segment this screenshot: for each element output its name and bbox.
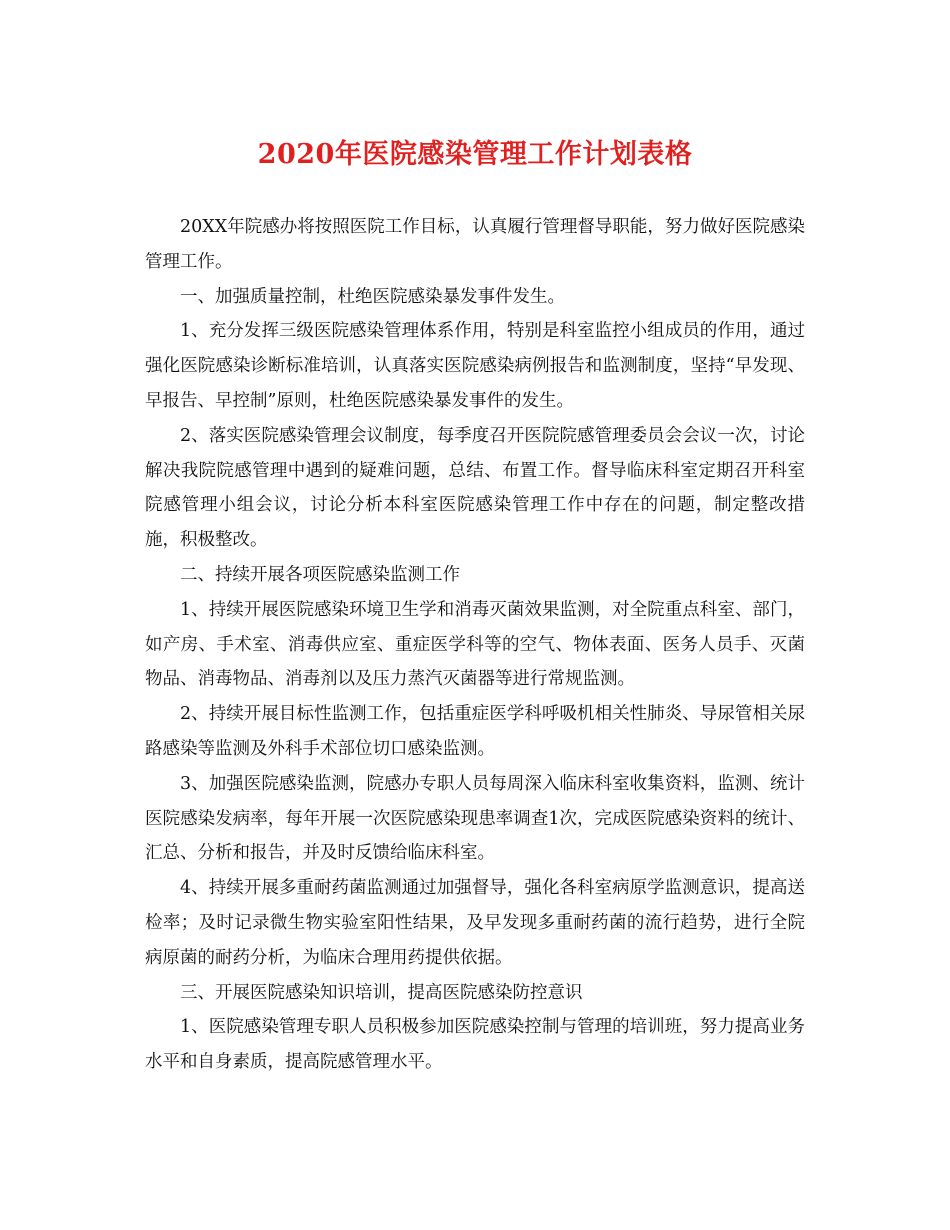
paragraph-2-1: 1、持续开展医院感染环境卫生学和消毒灭菌效果监测，对全院重点科室、部门，如产房、手术室、消毒供应室、重症医学科等的空气、物体表面、医务人员手、灭菌物品、消毒物品、消毒剂以及压力蒸汽灭菌器等进行常规监测。 bbox=[145, 599, 805, 690]
section-heading-3: 三、开展医院感染知识培训，提高医院感染防控意识 bbox=[180, 982, 583, 1003]
paragraph-1-1: 1、充分发挥三级医院感染管理体系作用，特别是科室监控小组成员的作用，通过强化医院感染诊断标准培训，认真落实医院感染病例报告和监测制度，坚持“早发现、早报告、早控制”原则，杜绝医院感染暴发事件的发生。 bbox=[145, 321, 805, 411]
paragraph-2-4: 4、持续开展多重耐药菌监测通过加强督导，强化各科室病原学监测意识，提高送检率；及时记录微生物实验室阳性结果，及早发现多重耐药菌的流行趋势，进行全院病原菌的耐药分析，为临床合理用药提供依据。 bbox=[145, 878, 805, 968]
section-heading-2: 二、持续开展各项医院感染监测工作 bbox=[180, 564, 460, 585]
document-body bbox=[145, 210, 805, 1080]
section-heading-1: 一、加强质量控制，杜绝医院感染暴发事件发生。 bbox=[180, 286, 565, 307]
paragraph-2-2: 2、持续开展目标性监测工作，包括重症医学科呼吸机相关性肺炎、导尿管相关尿路感染等监测及外科手术部位切口感染监测。 bbox=[145, 704, 805, 759]
paragraph-1-2: 2、落实医院感染管理会议制度，每季度召开医院院感管理委员会会议一次，讨论解决我院院感管理中遇到的疑难问题，总结、布置工作。督导临床科室定期召开科室院感管理小组会议，讨论分析本科室医院感染管理工作中存在的问题，制定整改措施，积极整改。 bbox=[145, 425, 805, 551]
paragraph-3-1: 1、医院感染管理专职人员积极参加医院感染控制与管理的培训班，努力提高业务水平和自身素质，提高院感管理水平。 bbox=[145, 1017, 805, 1073]
document-title: 2020年医院感染管理工作计划表格 bbox=[257, 139, 693, 170]
paragraph-2-3: 3、加强医院感染监测，院感办专职人员每周深入临床科室收集资料，监测、统计医院感染发病率，每年开展一次医院感染现患率调查1次，完成医院感染资料的统计、汇总、分析和报告，并及时反馈给临床科室。 bbox=[145, 773, 805, 864]
intro-paragraph: 20XX年院感办将按照医院工作目标，认真履行管理督导职能，努力做好医院感染管理工作。 bbox=[145, 217, 805, 272]
